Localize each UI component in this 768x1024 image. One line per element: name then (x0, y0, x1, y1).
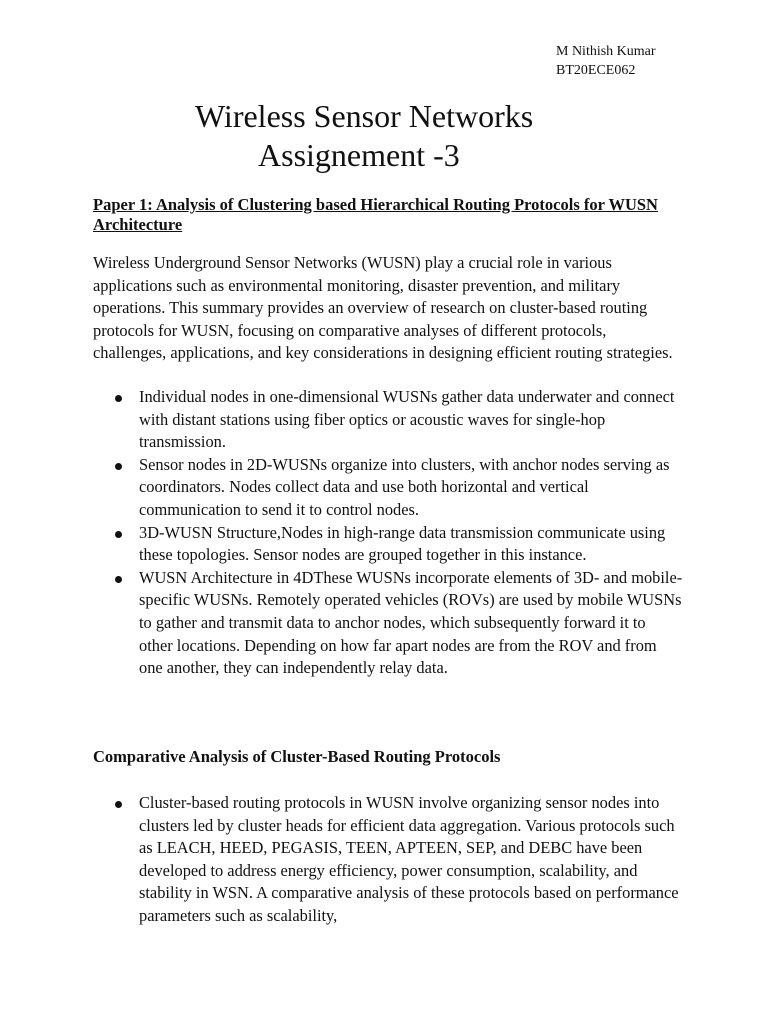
bullet-icon (115, 531, 122, 538)
list-item (93, 454, 683, 522)
list-item (93, 792, 683, 928)
architecture-bullet-list (93, 386, 683, 680)
author-block (556, 42, 656, 80)
bullet-icon (115, 801, 122, 808)
bullet-icon (115, 463, 122, 470)
section-heading: Comparative Analysis of Cluster-Based Routing Protocols (93, 747, 501, 766)
comparative-bullet-list (93, 792, 683, 928)
list-item-text: Cluster-based routing protocols in WUSN involve organizing sensor nodes into clusters led by cluster heads for efficient data aggregation. Various protocols such as LEACH, HEED, PEGASIS, TEEN, APTEEN, SEP, and DEBC have been developed to address energy efficiency, power consumption, scalability, and stability in WSN. A comparative analysis of these protocols based on performance parameters such as scalability, (139, 793, 679, 925)
list-item-text: Sensor nodes in 2D-WUSNs organize into clusters, with anchor nodes serving as coordinators. Nodes collect data and use both horizontal and vertical communication to send it to control nodes. (139, 454, 670, 519)
list-item (93, 567, 683, 680)
author-name: M Nithish Kumar (556, 44, 656, 59)
list-item-text: WUSN Architecture in 4DThese WUSNs incorporate elements of 3D- and mobile-specific WUSNs. Remotely operated vehicles (ROVs) are used by mobile WUSNs to gather and transmit data to anchor nodes, which subsequently forward it to other locations. Depending on how far apart nodes are from the ROV and from one another, they can independently relay data. (139, 567, 683, 678)
list-item-text: Individual nodes in one-dimensional WUSNs gather data underwater and connect with distant stations using fiber optics or acoustic waves for single-hop transmission. (139, 387, 675, 452)
bullet-icon (115, 395, 122, 402)
document-title: Wireless Sensor Networks (195, 98, 534, 134)
roll-number: BT20ECE062 (556, 63, 636, 78)
bullet-icon (115, 576, 122, 583)
document-subtitle: Assignement -3 (258, 137, 460, 173)
paper-heading: Paper 1: Analysis of Clustering based Hierarchical Routing Protocols for WUSN Architecture (93, 195, 658, 234)
list-item-text: 3D-WUSN Structure,Nodes in high-range data transmission communicate using these topologies. Sensor nodes are grouped together in this instance. (139, 522, 666, 565)
list-item (93, 386, 683, 454)
intro-paragraph: Wireless Underground Sensor Networks (WUSN) play a crucial role in various applications such as environmental monitoring, disaster prevention, and military operations. This summary provides an overview of research on cluster-based routing protocols for WUSN, focusing on comparative analyses of different protocols, challenges, applications, and key considerations in designing efficient routing strategies. (93, 253, 673, 363)
list-item (93, 522, 683, 567)
